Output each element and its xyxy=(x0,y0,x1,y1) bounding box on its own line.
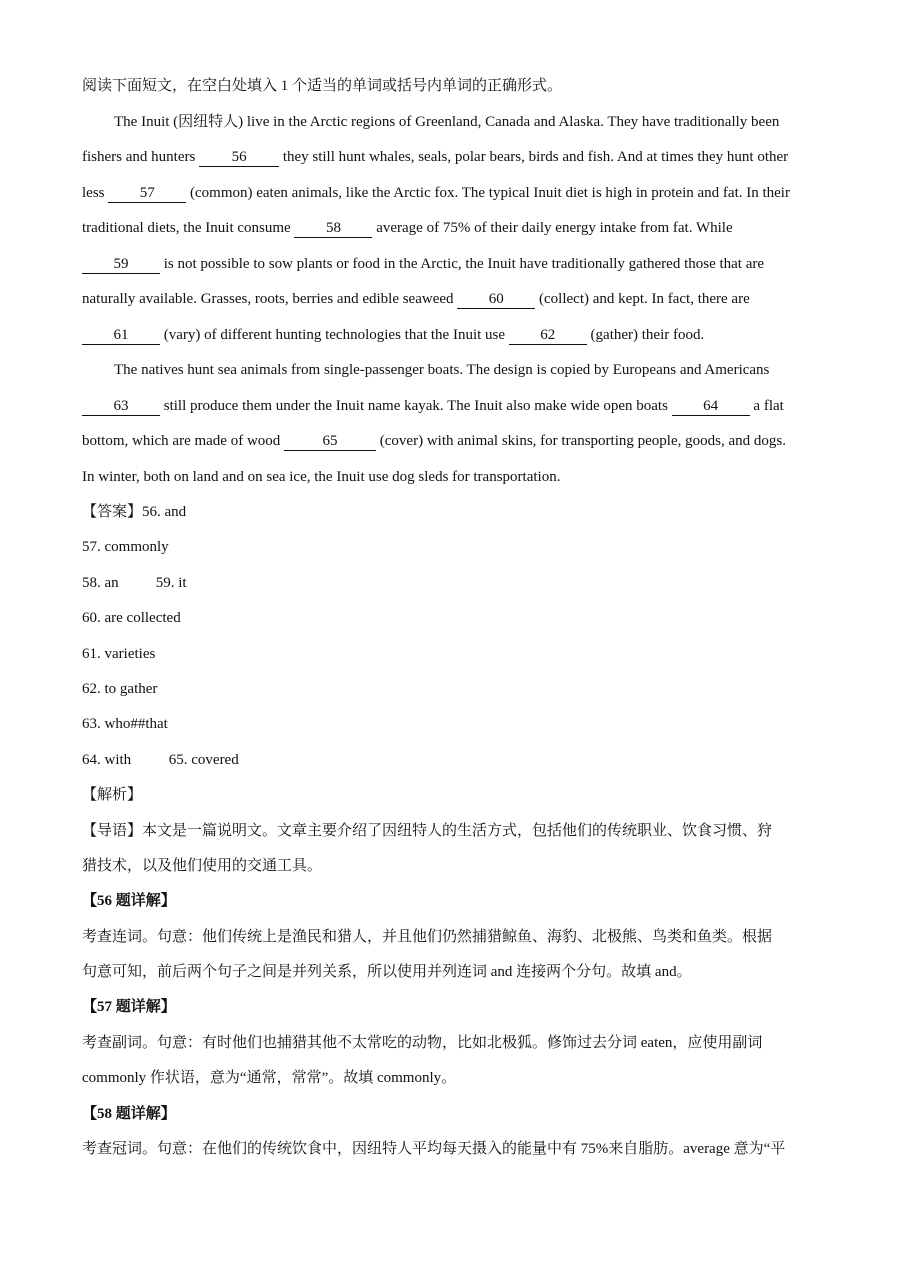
q57-line-1: 考查副词。句意：有时他们也捕猎其他不太常吃的动物，比如北极狐。修饰过去分词 eaten，应使用副词 xyxy=(82,1035,763,1051)
answer-65: 65. covered xyxy=(168,752,239,768)
passage-line-4 xyxy=(82,218,733,238)
passage-text: a flat xyxy=(753,398,784,414)
q56-line-1: 考查连词。句意：他们传统上是渔民和猎人，并且他们仍然捕猎鲸鱼、海豹、北极熊、鸟类和鱼类。根据 xyxy=(82,929,773,945)
passage-line-11: In winter, both on land and on sea ice, the Inuit use dog sleds for transportation. xyxy=(82,469,561,485)
answer-58: 58. an xyxy=(82,575,119,591)
blank-60[interactable]: 60 xyxy=(457,290,535,309)
blank-62[interactable]: 62 xyxy=(509,326,587,345)
blank-64[interactable]: 64 xyxy=(672,397,750,416)
passage-text: is not possible to sow plants or food in the Arctic, the Inuit have traditionally gathered those that are xyxy=(163,256,765,272)
passage-line-3 xyxy=(82,183,790,203)
answer-59: 59. it xyxy=(155,575,187,591)
passage-text: still produce them under the Inuit name kayak. The Inuit also make wide open boats xyxy=(163,398,668,414)
analysis-label: 【解析】 xyxy=(82,787,143,803)
passage-text: (cover) with animal skins, for transporting people, goods, and dogs. xyxy=(379,433,786,449)
blank-59[interactable]: 59 xyxy=(82,255,160,274)
passage-text: bottom, which are made of wood xyxy=(82,433,281,449)
passage-line-9 xyxy=(82,396,784,416)
passage-text: average of 75% of their daily energy intake from fat. While xyxy=(376,220,733,236)
q57-line-2: commonly 作状语，意为“通常，常常”。故填 commonly。 xyxy=(82,1070,457,1086)
passage-line-7 xyxy=(82,325,704,345)
instruction: 阅读下面短文，在空白处填入 1 个适当的单词或括号内单词的正确形式。 xyxy=(82,78,563,94)
passage-line-10 xyxy=(82,431,786,451)
answer-row-64-65 xyxy=(82,750,239,770)
blank-57[interactable]: 57 xyxy=(108,184,186,203)
answer-header: 【答案】56. and xyxy=(82,504,187,520)
answer-60: 60. are collected xyxy=(82,610,181,626)
blank-58[interactable]: 58 xyxy=(294,219,372,238)
q58-title: 【58 题详解】 xyxy=(82,1106,176,1122)
passage-line-5 xyxy=(82,254,764,274)
passage-text: they still hunt whales, seals, polar bears, birds and fish. And at times they hunt other xyxy=(282,149,789,165)
guide-line-2: 猎技术，以及他们使用的交通工具。 xyxy=(82,858,323,874)
passage-text: (vary) of different hunting technologies that the Inuit use xyxy=(163,327,506,343)
passage-text: fishers and hunters xyxy=(82,149,196,165)
blank-61[interactable]: 61 xyxy=(82,326,160,345)
passage-text: naturally available. Grasses, roots, berries and edible seaweed xyxy=(82,291,454,307)
blank-65[interactable]: 65 xyxy=(284,432,376,451)
passage-line-6 xyxy=(82,289,750,309)
q57-title: 【57 题详解】 xyxy=(82,999,176,1015)
passage-text: (gather) their food. xyxy=(590,327,705,343)
answer-57: 57. commonly xyxy=(82,539,169,555)
answer-64: 64. with xyxy=(82,752,132,768)
blank-63[interactable]: 63 xyxy=(82,397,160,416)
guide-line-1: 【导语】本文是一篇说明文。文章主要介绍了因纽特人的生活方式，包括他们的传统职业、饮食习惯、狩 xyxy=(82,823,773,839)
passage-text: (collect) and kept. In fact, there are xyxy=(539,291,750,307)
answer-61: 61. varieties xyxy=(82,646,156,662)
blank-56[interactable]: 56 xyxy=(199,148,279,167)
answer-row-58-59 xyxy=(82,573,187,593)
passage-line-2 xyxy=(82,147,788,167)
passage-line-8: The natives hunt sea animals from single-passenger boats. The design is copied by Europeans and Americans xyxy=(114,362,770,378)
passage-line-1: The Inuit (因纽特人) live in the Arctic regions of Greenland, Canada and Alaska. They have traditionally been xyxy=(114,114,780,130)
q56-title: 【56 题详解】 xyxy=(82,893,176,909)
q58-line-1: 考查冠词。句意：在他们的传统饮食中，因纽特人平均每天摄入的能量中有 75%来自脂肪。average 意为“平 xyxy=(82,1141,786,1157)
passage-text: (common) eaten animals, like the Arctic fox. The typical Inuit diet is high in protein and fat. In their xyxy=(190,185,790,201)
answer-63: 63. who##that xyxy=(82,716,168,732)
passage-text: traditional diets, the Inuit consume xyxy=(82,220,291,236)
q56-line-2: 句意可知，前后两个句子之间是并列关系，所以使用并列连词 and 连接两个分句。故填 and。 xyxy=(82,964,692,980)
passage-text: less xyxy=(82,185,105,201)
answer-62: 62. to gather xyxy=(82,681,158,697)
